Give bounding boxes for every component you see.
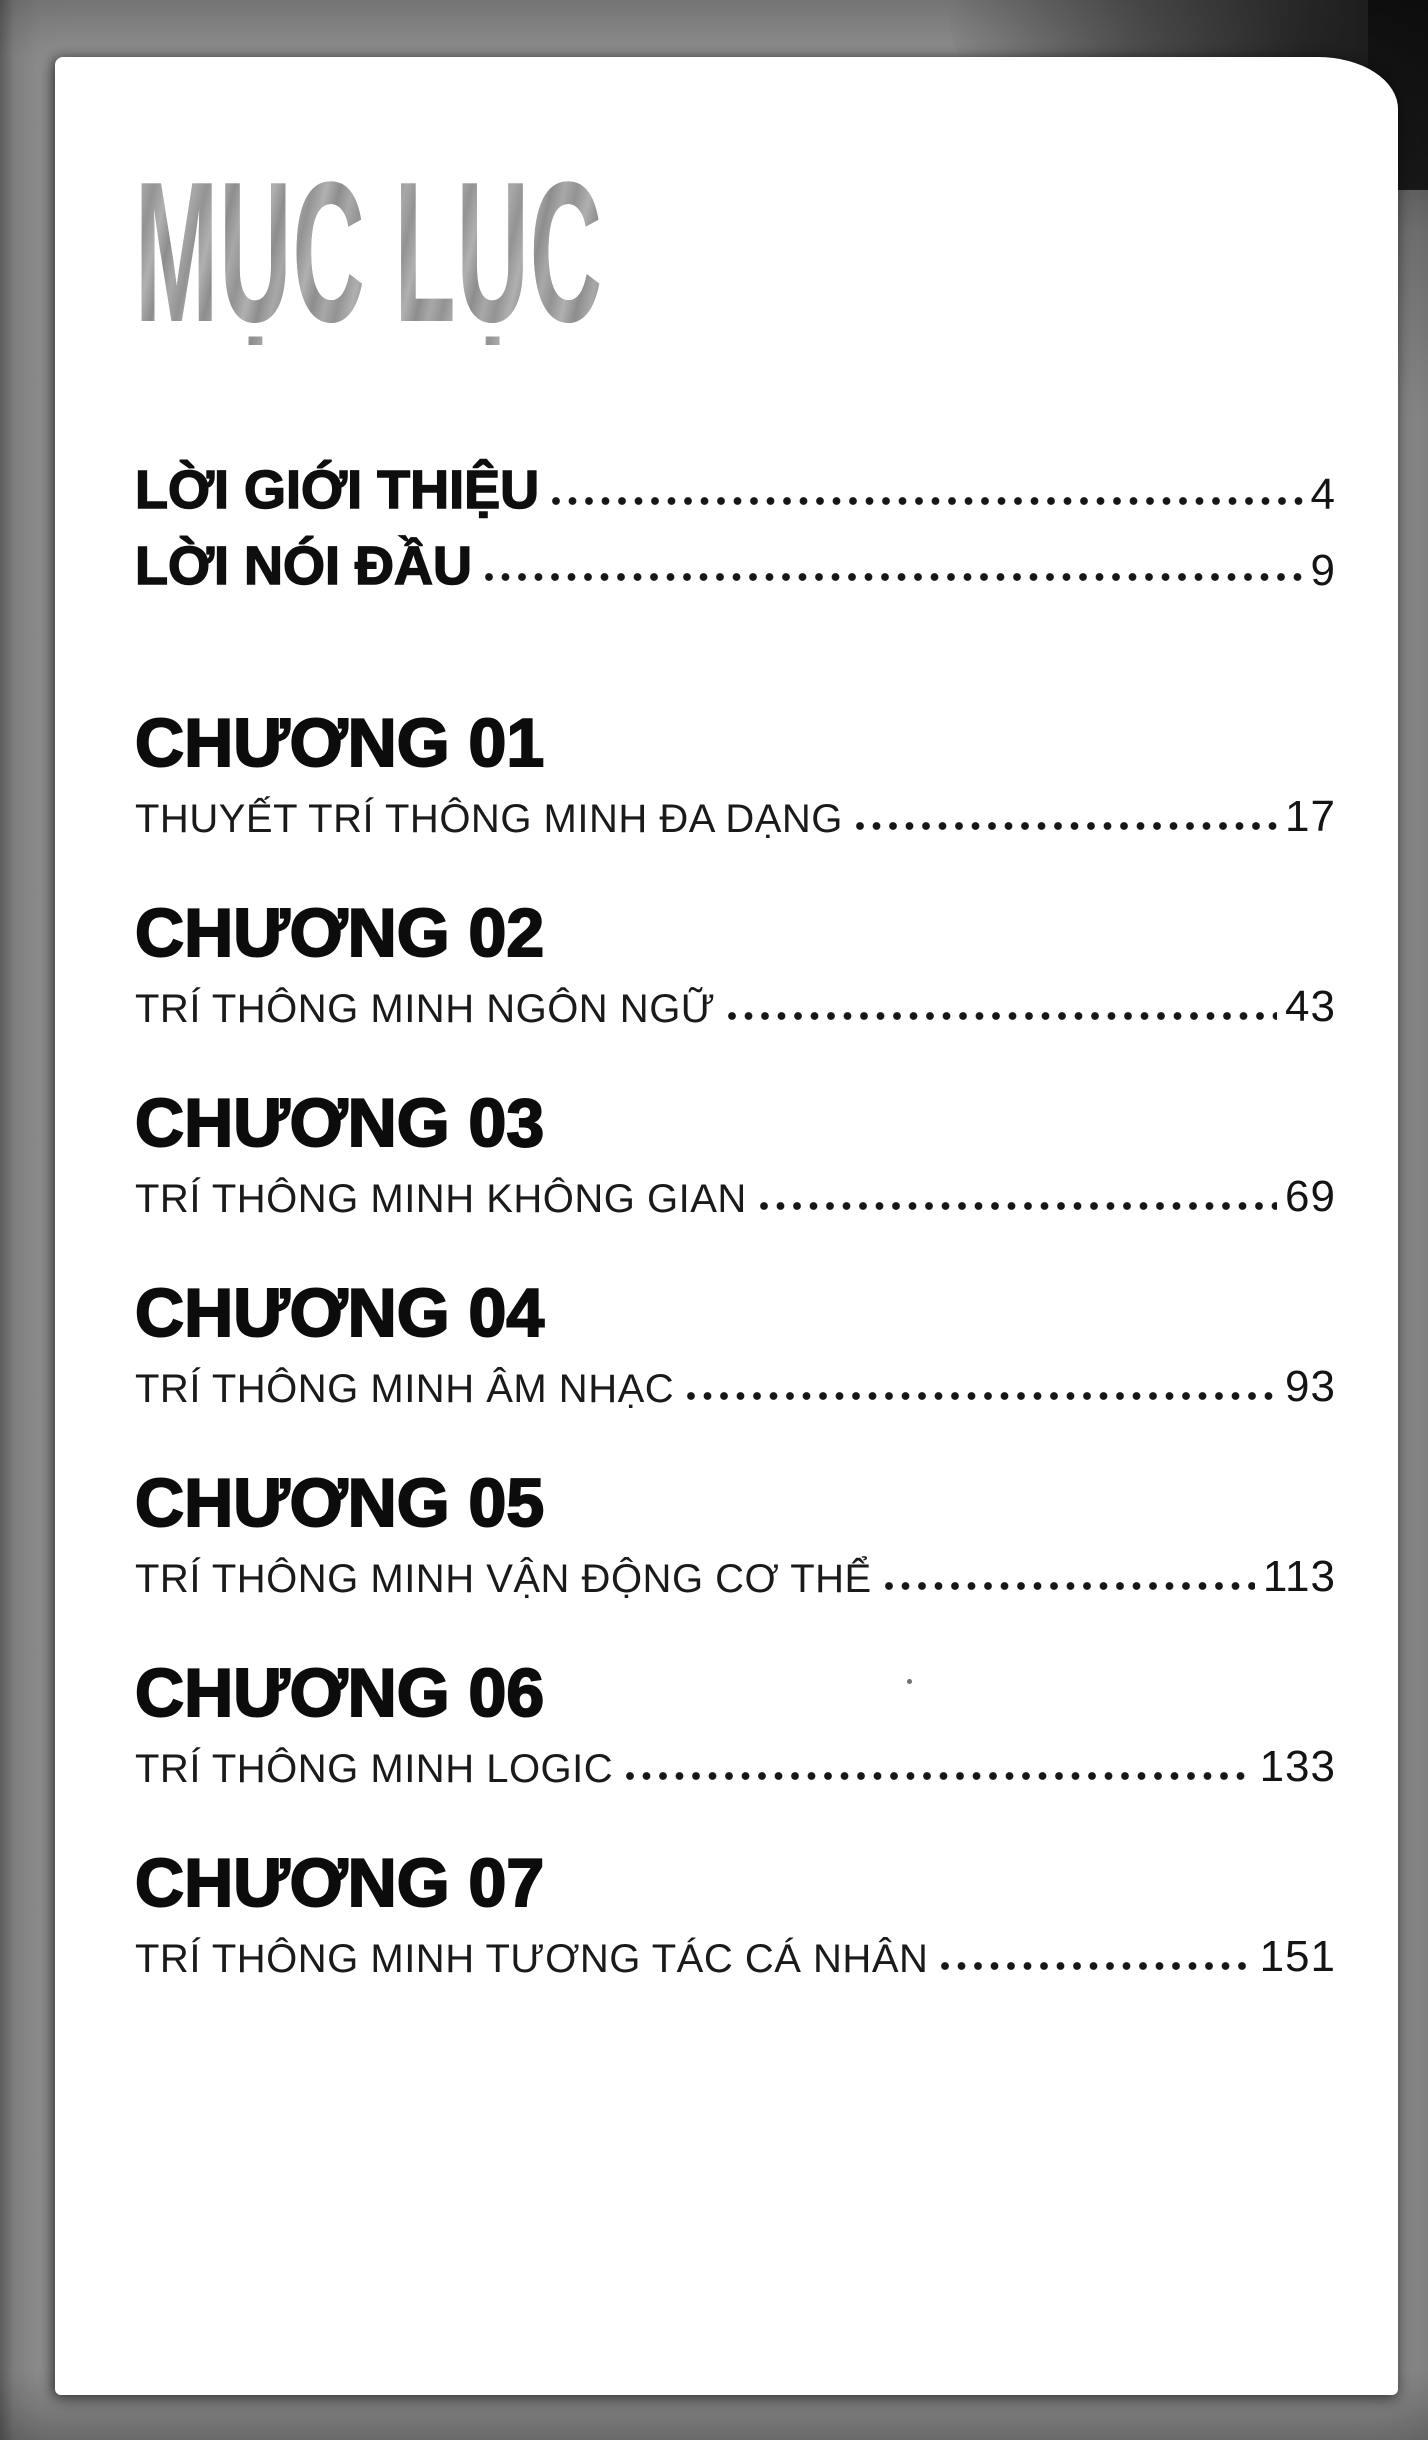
chapter-heading: CHƯƠNG 06 — [135, 1655, 545, 1731]
chapter-title: TRÍ THÔNG MINH ÂM NHẠC — [135, 1367, 675, 1411]
dot-leader — [940, 1960, 1251, 1972]
chapter-heading: CHƯƠNG 04 — [135, 1275, 545, 1351]
chapter-title-row — [135, 792, 1336, 841]
dot-leader — [551, 495, 1302, 507]
scan-artifact-speck — [907, 1679, 912, 1684]
chapter-heading: CHƯƠNG 03 — [135, 1085, 545, 1161]
page-number: 93 — [1285, 1362, 1336, 1411]
chapter-heading: CHƯƠNG 02 — [135, 895, 545, 971]
chapter-title-row — [135, 1172, 1336, 1221]
chapter-title: TRÍ THÔNG MINH TƯƠNG TÁC CÁ NHÂN — [135, 1937, 929, 1981]
toc-chapter-03 — [135, 1085, 1336, 1221]
chapter-title-row — [135, 1932, 1336, 1981]
chapter-title-row — [135, 1362, 1336, 1411]
chapter-title-row — [135, 982, 1336, 1031]
chapter-title-row — [135, 1742, 1336, 1791]
toc-row-loi-gioi-thieu — [135, 460, 1336, 520]
chapter-list — [135, 705, 1336, 1981]
dot-leader — [727, 1010, 1277, 1022]
page-number: 113 — [1262, 1552, 1336, 1601]
toc-content — [55, 57, 1398, 1979]
page-number: 9 — [1310, 546, 1336, 595]
chapter-title: TRÍ THÔNG MINH KHÔNG GIAN — [135, 1177, 747, 1221]
page-number: 4 — [1310, 470, 1336, 519]
page-title: MỤC LỤC — [135, 161, 736, 345]
page-number: 151 — [1259, 1932, 1336, 1981]
toc-chapter-04 — [135, 1275, 1336, 1411]
toc-chapter-05 — [135, 1465, 1336, 1601]
book-page — [55, 57, 1398, 2395]
entry-label: LỜI GIỚI THIỆU — [135, 460, 540, 520]
page-number: 69 — [1285, 1172, 1336, 1221]
chapter-heading: CHƯƠNG 01 — [135, 705, 545, 781]
toc-chapter-06 — [135, 1655, 1336, 1791]
chapter-heading: CHƯƠNG 05 — [135, 1465, 545, 1541]
chapter-title: TRÍ THÔNG MINH LOGIC — [135, 1747, 614, 1791]
dot-leader — [884, 1580, 1255, 1592]
chapter-title: THUYẾT TRÍ THÔNG MINH ĐA DẠNG — [135, 797, 843, 841]
dot-leader — [686, 1390, 1277, 1402]
dot-leader — [759, 1200, 1277, 1212]
chapter-title: TRÍ THÔNG MINH VẬN ĐỘNG CƠ THỂ — [135, 1557, 872, 1601]
page-number: 17 — [1285, 792, 1336, 841]
entry-label: LỜI NÓI ĐẦU — [135, 536, 473, 596]
toc-row-loi-noi-dau — [135, 536, 1336, 596]
chapter-title-row — [135, 1552, 1336, 1601]
page-number: 43 — [1285, 982, 1336, 1031]
dot-leader — [625, 1770, 1251, 1782]
page-number: 133 — [1259, 1742, 1336, 1791]
dot-leader — [855, 820, 1277, 832]
chapter-title: TRÍ THÔNG MINH NGÔN NGỮ — [135, 987, 716, 1031]
chapter-heading: CHƯƠNG 07 — [135, 1845, 545, 1921]
front-matter-list — [135, 460, 1336, 596]
toc-chapter-07 — [135, 1845, 1336, 1981]
dot-leader — [484, 571, 1302, 583]
toc-chapter-02 — [135, 895, 1336, 1031]
toc-chapter-01 — [135, 705, 1336, 841]
